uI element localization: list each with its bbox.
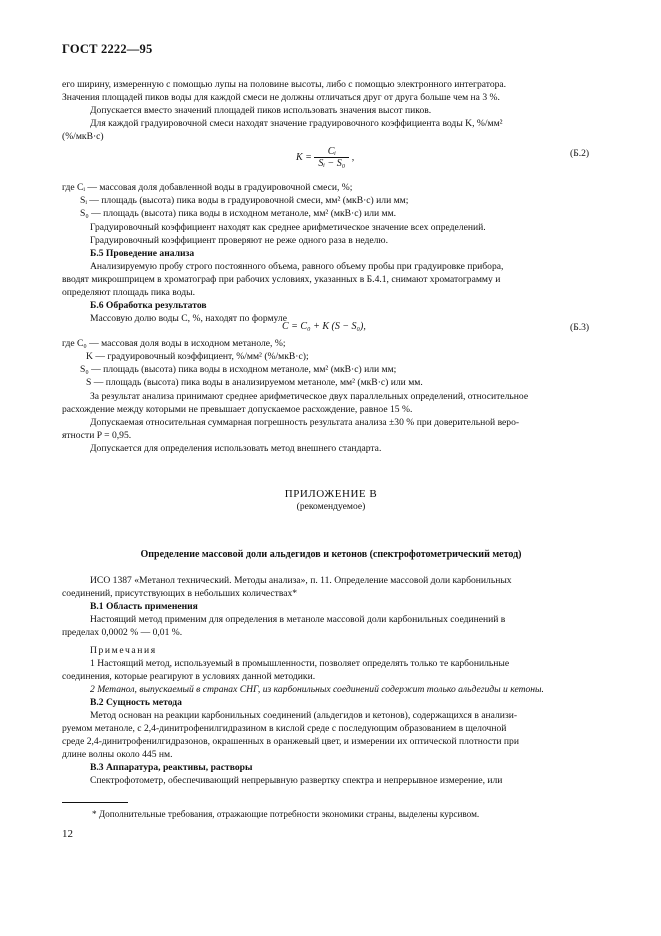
formula-b2 — [296, 146, 354, 169]
text-line: 2 Метанол, выпускаемый в странах СНГ, из карбонильных соединений содержит только альдегиды и кетоны. — [90, 684, 544, 695]
definition-row: где Cᵢ — массовая доля добавленной воды в градуировочной смеси, %; — [62, 182, 353, 193]
definition-row: где C₀ — массовая доля воды в исходном метаноле, %; — [62, 338, 286, 349]
definition-row: S — площадь (высота) пика воды в анализируемом метаноле, мм² (мкВ·с) или мм. — [86, 377, 423, 388]
definition-row: K — градуировочный коэффициент, %/мм² (%/мкВ·с); — [86, 351, 309, 362]
notes-title: Примечания — [90, 645, 157, 656]
text-line: соединений, присутствующих в небольших количествах* — [62, 588, 298, 599]
appendix-body — [62, 574, 600, 787]
footnote-rule — [62, 802, 128, 803]
section-heading: В.3 Аппаратура, реактивы, растворы — [90, 762, 253, 773]
text-line: Спектрофотометр, обеспечивающий непрерывную развертку спектра и непрерывное измерение, или — [90, 775, 503, 786]
document-header: ГОСТ 2222—95 — [62, 42, 153, 56]
formula-fraction — [314, 146, 349, 169]
footnote: * Дополнительные требования, отражающие потребности экономики страны, выделены курсивом. — [92, 809, 480, 819]
middle-text — [62, 221, 600, 325]
text-line: пределах 0,0002 % — 0,01 %. — [62, 627, 183, 638]
text-line: Допускается вместо значений площадей пиков использовать значения высот пиков. — [90, 105, 432, 116]
text-line: определяют площадь пика воды. — [62, 287, 196, 298]
text-line: соединения, которые реагируют в условиях данной методики. — [62, 671, 316, 682]
intro-text — [62, 78, 600, 143]
definition-row: Sᵢ — площадь (высота) пика воды в градуировочной смеси, мм² (мкВ·с) или мм; — [80, 195, 409, 206]
text-line: (%/мкВ·с) — [62, 131, 104, 142]
text-line: Метод основан на реакции карбонильных соединений (альдегидов и кетонов), содержащихся в анализи- — [90, 710, 518, 721]
text-line: длине волны около 445 нм. — [62, 749, 173, 760]
text-line: За результат анализа принимают среднее арифметическое двух параллельных определений, относительное — [90, 391, 529, 402]
text-line: Допускается для определения использовать метод внешнего стандарта. — [90, 443, 382, 454]
fraction-denominator: Sᵢ − S₀ — [318, 158, 346, 169]
section-heading: В.1 Область применения — [90, 601, 198, 612]
text-line: руемом метаноле, с 2,4-динитрофенилгидразином в кислой среде с последующим образованием в щелочной — [62, 723, 507, 734]
text-line: вводят микрошприцем в хроматограф при рабочих условиях, указанных в Б.4.1, снимают хроматограмму и — [62, 274, 501, 285]
definition-row: S₀ — площадь (высота) пика воды в исходном метаноле, мм² (мкВ·с) или мм; — [80, 364, 397, 375]
text-line: Допускаемая относительная суммарная погрешность результата анализа ±30 % при доверительной веро- — [90, 417, 520, 428]
text-line: его ширину, измеренную с помощью лупы на половине высоты, либо с помощью электронного интегратора. — [62, 79, 507, 90]
text-line: ИСО 1387 «Метанол технический. Методы анализа», п. 11. Определение массовой доли карбонильных — [90, 575, 512, 586]
text-line: Градуировочный коэффициент проверяют не реже одного раза в неделю. — [90, 235, 388, 246]
formula-lhs: K = — [296, 151, 312, 163]
formula-number: (Б.2) — [570, 148, 590, 159]
closing-text — [62, 390, 600, 455]
text-line: Градуировочный коэффициент находят как среднее арифметическое значение всех определений. — [90, 222, 486, 233]
text-line: Для каждой градуировочной смеси находят значение градуировочного коэффициента воды K, %/мм² — [90, 118, 503, 129]
section-heading: Б.6 Обработка результатов — [90, 300, 207, 311]
text-line: Массовую долю воды C, %, находят по формуле — [90, 313, 287, 324]
text-line: Значения площадей пиков воды для каждой смеси не должны отличаться друг от друга больше чем на 3 %. — [62, 92, 500, 103]
appendix-heading: Определение массовой доли альдегидов и кетонов (спектрофотометрический метод) — [140, 549, 522, 560]
section-heading: Б.5 Проведение анализа — [90, 248, 195, 259]
text-line: 1 Настоящий метод, используемый в промышленности, позволяет определять только те карбонильные — [90, 658, 510, 669]
appendix-subtitle: (рекомендуемое) — [296, 501, 366, 512]
formula-tail: , — [351, 151, 355, 163]
text-line: среде 2,4-динитрофенилгидразонов, окрашенных в оранжевый цвет, и измерении их оптической плотности при — [62, 736, 519, 747]
text-line: Настоящий метод применим для определения в метаноле массовой доли карбонильных соединений в — [90, 614, 506, 625]
section-heading: В.2 Сущность метода — [90, 697, 182, 708]
text-line: расхождение между которыми не превышает допускаемое расхождение, равное 15 %. — [62, 404, 413, 415]
definition-row: S₀ — площадь (высота) пика воды в исходном метаноле, мм² (мкВ·с) или мм. — [80, 208, 397, 219]
text-line: Анализируемую пробу строго постоянного объема, равного объему пробы при градуировке прибора, — [90, 261, 504, 272]
page-number: 12 — [62, 828, 73, 840]
appendix-title: ПРИЛОЖЕНИЕ В — [284, 488, 378, 500]
formula-number: (Б.3) — [570, 322, 590, 333]
text-line: ятности P = 0,95. — [62, 430, 132, 441]
formula-b3: C = C₀ + K (S − S₀), — [282, 321, 366, 332]
fraction-numerator: Cᵢ — [314, 146, 349, 158]
